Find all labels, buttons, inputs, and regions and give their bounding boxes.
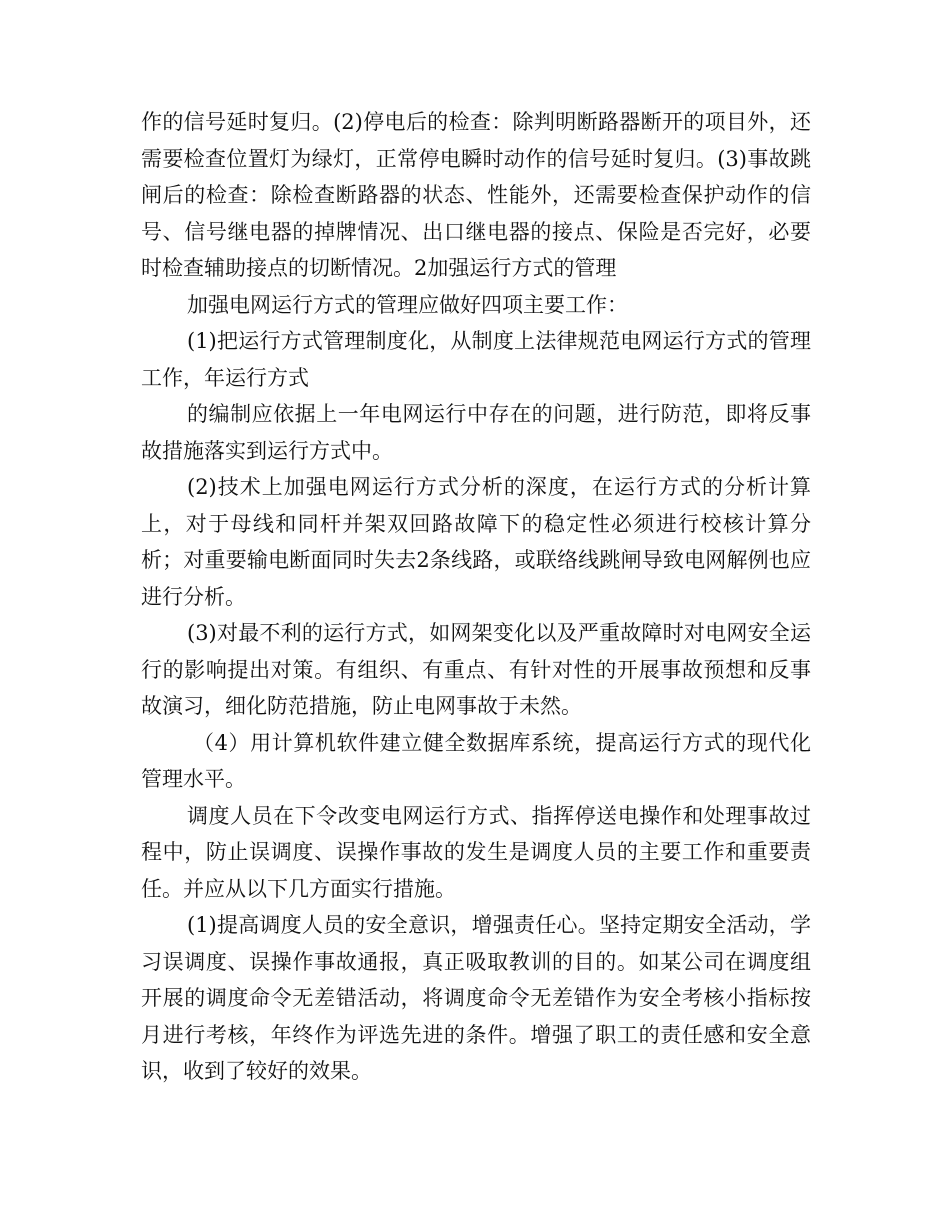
paragraph-5: (2)技术上加强电网运行方式分析的深度，在运行方式的分析计算上，对于母线和同杆并架双回路故障下的稳定性必须进行校核计算分析；对重要输电断面同时失去2条线路，或联络线跳闸导致电网解例也应进行分析。 xyxy=(141,475,811,609)
document-body xyxy=(141,104,811,1090)
paragraph-2: 加强电网运行方式的管理应做好四项主要工作： xyxy=(187,292,628,317)
paragraph-8: 调度人员在下令改变电网运行方式、指挥停送电操作和处理事故过程中，防止误调度、误操作事故的发生是调度人员的主要工作和重要责任。并应从以下几方面实行措施。 xyxy=(141,803,811,901)
paragraph-9: (1)提高调度人员的安全意识，增强责任心。坚持定期安全活动，学习误调度、误操作事故通报，真正吸取教训的目的。如某公司在调度组开展的调度命令无差错活动，将调度命令无差错作为安全考核小指标按月进行考核，年终作为评选先进的条件。增强了职工的责任感和安全意识，收到了较好的效果。 xyxy=(141,913,811,1083)
paragraph-1: 作的信号延时复归。(2)停电后的检查：除判明断路器断开的项目外，还需要检查位置灯为绿灯，正常停电瞬时动作的信号延时复归。(3)事故跳闸后的检查：除检查断路器的状态、性能外，还需要检查保护动作的信号、信号继电器的掉牌情况、出口继电器的接点、保险是否完好，必要时检查辅助接点的切断情况。2加强运行方式的管理 xyxy=(141,110,811,280)
paragraph-3: (1)把运行方式管理制度化，从制度上法律规范电网运行方式的管理工作，年运行方式 xyxy=(141,329,811,390)
paragraph-4: 的编制应依据上一年电网运行中存在的问题，进行防范，即将反事故措施落实到运行方式中。 xyxy=(141,402,811,463)
paragraph-6: (3)对最不利的运行方式，如网架变化以及严重故障时对电网安全运行的影响提出对策。有组织、有重点、有针对性的开展事故预想和反事故演习，细化防范措施，防止电网事故于未然。 xyxy=(141,621,811,718)
paragraph-7: （4）用计算机软件建立健全数据库系统，提高运行方式的现代化管理水平。 xyxy=(141,730,811,791)
